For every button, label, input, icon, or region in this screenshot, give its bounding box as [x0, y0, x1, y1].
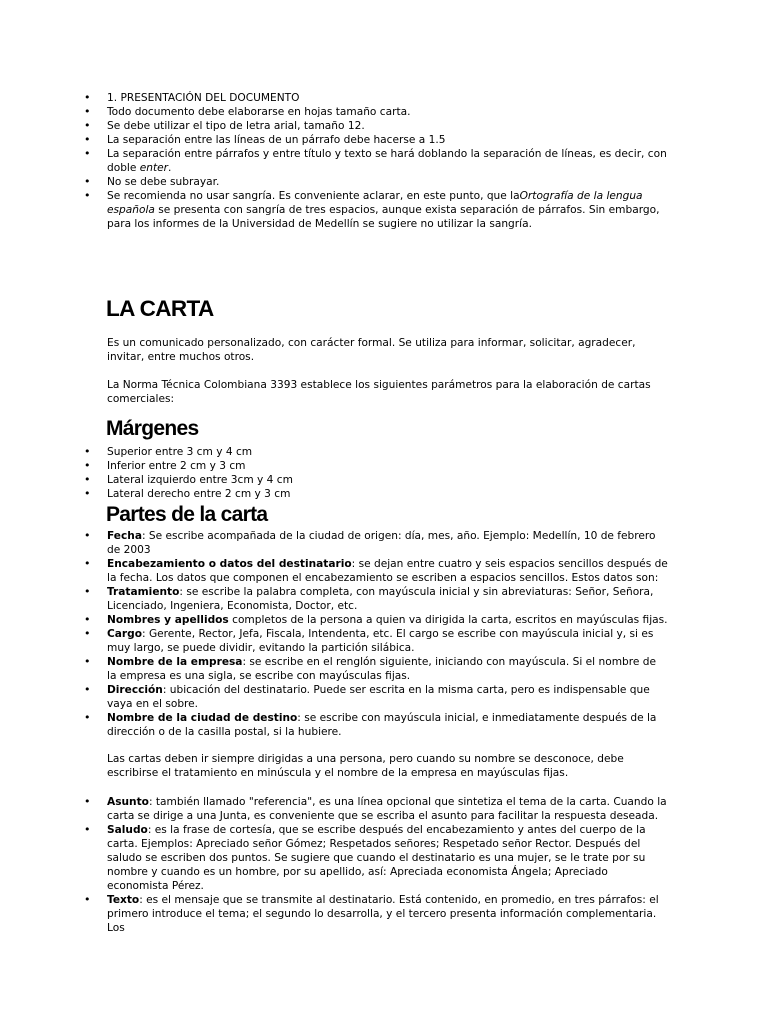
list-item: • Nombre de la empresa: se escribe en el renglón siguiente, iniciando con mayúscula. Si el nombre de la empresa es una sigla, se escribe con mayúsculas fijas.: [84, 655, 656, 682]
parts-list-continued: [0, 795, 768, 935]
section-title: LA CARTA: [106, 296, 214, 321]
bullet-icon: •: [84, 557, 91, 570]
list-item: • Tratamiento: se escribe la palabra completa, con mayúscula inicial y sin abreviaturas: Señor, Señora, Licenciado, Ingeniera, Economista, Doctor, etc.: [84, 585, 654, 612]
bullet-icon: •: [84, 91, 91, 104]
section-title: Partes de la carta: [106, 503, 268, 526]
list-item: • Asunto: también llamado "referencia", es una línea opcional que sintetiza el tema de la carta. Cuando la carta se dirige a una Junta, es conveniente que se escriba el asunto para facilitar la respuesta deseada.: [84, 795, 667, 822]
list-item: • Lateral derecho entre 2 cm y 3 cm: [84, 487, 291, 500]
list-item: • Inferior entre 2 cm y 3 cm: [84, 459, 246, 472]
list-item: • La separación entre las líneas de un párrafo debe hacerse a 1.5: [84, 133, 446, 146]
bullet-icon: •: [84, 487, 91, 500]
bullet-icon: •: [84, 711, 91, 724]
list-item: • Nombres y apellidos completos de la persona a quien va dirigida la carta, escritos en mayúsculas fijas.: [84, 613, 668, 626]
bullet-icon: •: [84, 893, 91, 906]
bullet-icon: •: [84, 613, 91, 626]
list-item: • Texto: es el mensaje que se transmite al destinatario. Está contenido, en promedio, en tres párrafos: el primero introduce el tema; el segundo lo desarrolla, y el tercero presenta información complementaria. Los: [84, 893, 659, 934]
bullet-icon: •: [84, 529, 91, 542]
bullet-icon: •: [84, 683, 91, 696]
list-item: • La separación entre párrafos y entre título y texto se hará doblando la separación de líneas, es decir, con doble enter.: [84, 147, 667, 174]
paragraph: Es un comunicado personalizado, con carácter formal. Se utiliza para informar, solicitar, agradecer, invitar, entre muchos otros.: [107, 337, 636, 363]
bullet-icon: •: [84, 105, 91, 118]
bullet-icon: •: [84, 473, 91, 486]
paragraph: La Norma Técnica Colombiana 3393 establece los siguientes parámetros para la elaboración de cartas comerciales:: [107, 379, 651, 405]
list-item: • Superior entre 3 cm y 4 cm: [84, 445, 253, 458]
list-item: • Encabezamiento o datos del destinatario: se dejan entre cuatro y seis espacios sencillos después de la fecha. Los datos que componen el encabezamiento se escriben a espacios sencillos. Estos datos son:: [84, 557, 668, 584]
list-item: • Se recomienda no usar sangría. Es conveniente aclarar, en este punto, que laOrtografía de la lengua española se presenta con sangría de tres espacios, aunque exista separación de párrafos. Sin embargo, para los informes de la Universidad de Medellín se sugiere no utilizar la sangría.: [84, 189, 660, 230]
list-item: • Todo documento debe elaborarse en hojas tamaño carta.: [84, 105, 411, 118]
margins-list: [0, 445, 768, 501]
bullet-icon: •: [84, 795, 91, 808]
list-item: • Se debe utilizar el tipo de letra arial, tamaño 12.: [84, 119, 365, 132]
bullet-icon: •: [84, 175, 91, 188]
bullet-icon: •: [84, 459, 91, 472]
list-item: • Dirección: ubicación del destinatario. Puede ser escrita en la misma carta, pero es indispensable que vaya en el sobre.: [84, 683, 650, 710]
list-item: • Cargo: Gerente, Rector, Jefa, Fiscala, Intendenta, etc. El cargo se escribe con mayúscula inicial y, si es muy largo, se puede dividir, evitando la partición silábica.: [84, 627, 654, 654]
list-item: • No se debe subrayar.: [84, 175, 220, 188]
section-title: Márgenes: [106, 417, 199, 440]
list-item: • Fecha: Se escribe acompañada de la ciudad de origen: día, mes, año. Ejemplo: Medellín, 10 de febrero de 2003: [84, 529, 656, 556]
bullet-icon: •: [84, 627, 91, 640]
bullet-icon: •: [84, 585, 91, 598]
list-item: • 1. PRESENTACIÓN DEL DOCUMENTO: [84, 91, 300, 104]
presentation-list: [0, 91, 768, 231]
bullet-icon: •: [84, 655, 91, 668]
list-item: • Lateral izquierdo entre 3cm y 4 cm: [84, 473, 293, 486]
bullet-icon: •: [84, 445, 91, 458]
paragraph: Las cartas deben ir siempre dirigidas a una persona, pero cuando su nombre se desconoce, debe escribirse el tratamiento en minúscula y el nombre de la empresa en mayúsculas fijas.: [107, 753, 624, 779]
bullet-icon: •: [84, 823, 91, 836]
list-item: • Nombre de la ciudad de destino: se escribe con mayúscula inicial, e inmediatamente después de la dirección o de la casilla postal, si la hubiere.: [84, 711, 657, 738]
list-item: • Saludo: es la frase de cortesía, que se escribe después del encabezamiento y antes del cuerpo de la carta. Ejemplos: Apreciado señor Gómez; Respetados señores; Respetado señor Rector. Después del saludo se escriben dos puntos. Se sugiere que cuando el destinatario es una mujer, se le trate por su nombre y cuando es un hombre, por su apellido, así: Apreciada economista Ángela; Apreciado economista Pérez.: [84, 823, 646, 892]
bullet-icon: •: [84, 119, 91, 132]
parts-list: [0, 529, 768, 739]
bullet-icon: •: [84, 189, 91, 202]
bullet-icon: •: [84, 147, 91, 160]
bullet-icon: •: [84, 133, 91, 146]
